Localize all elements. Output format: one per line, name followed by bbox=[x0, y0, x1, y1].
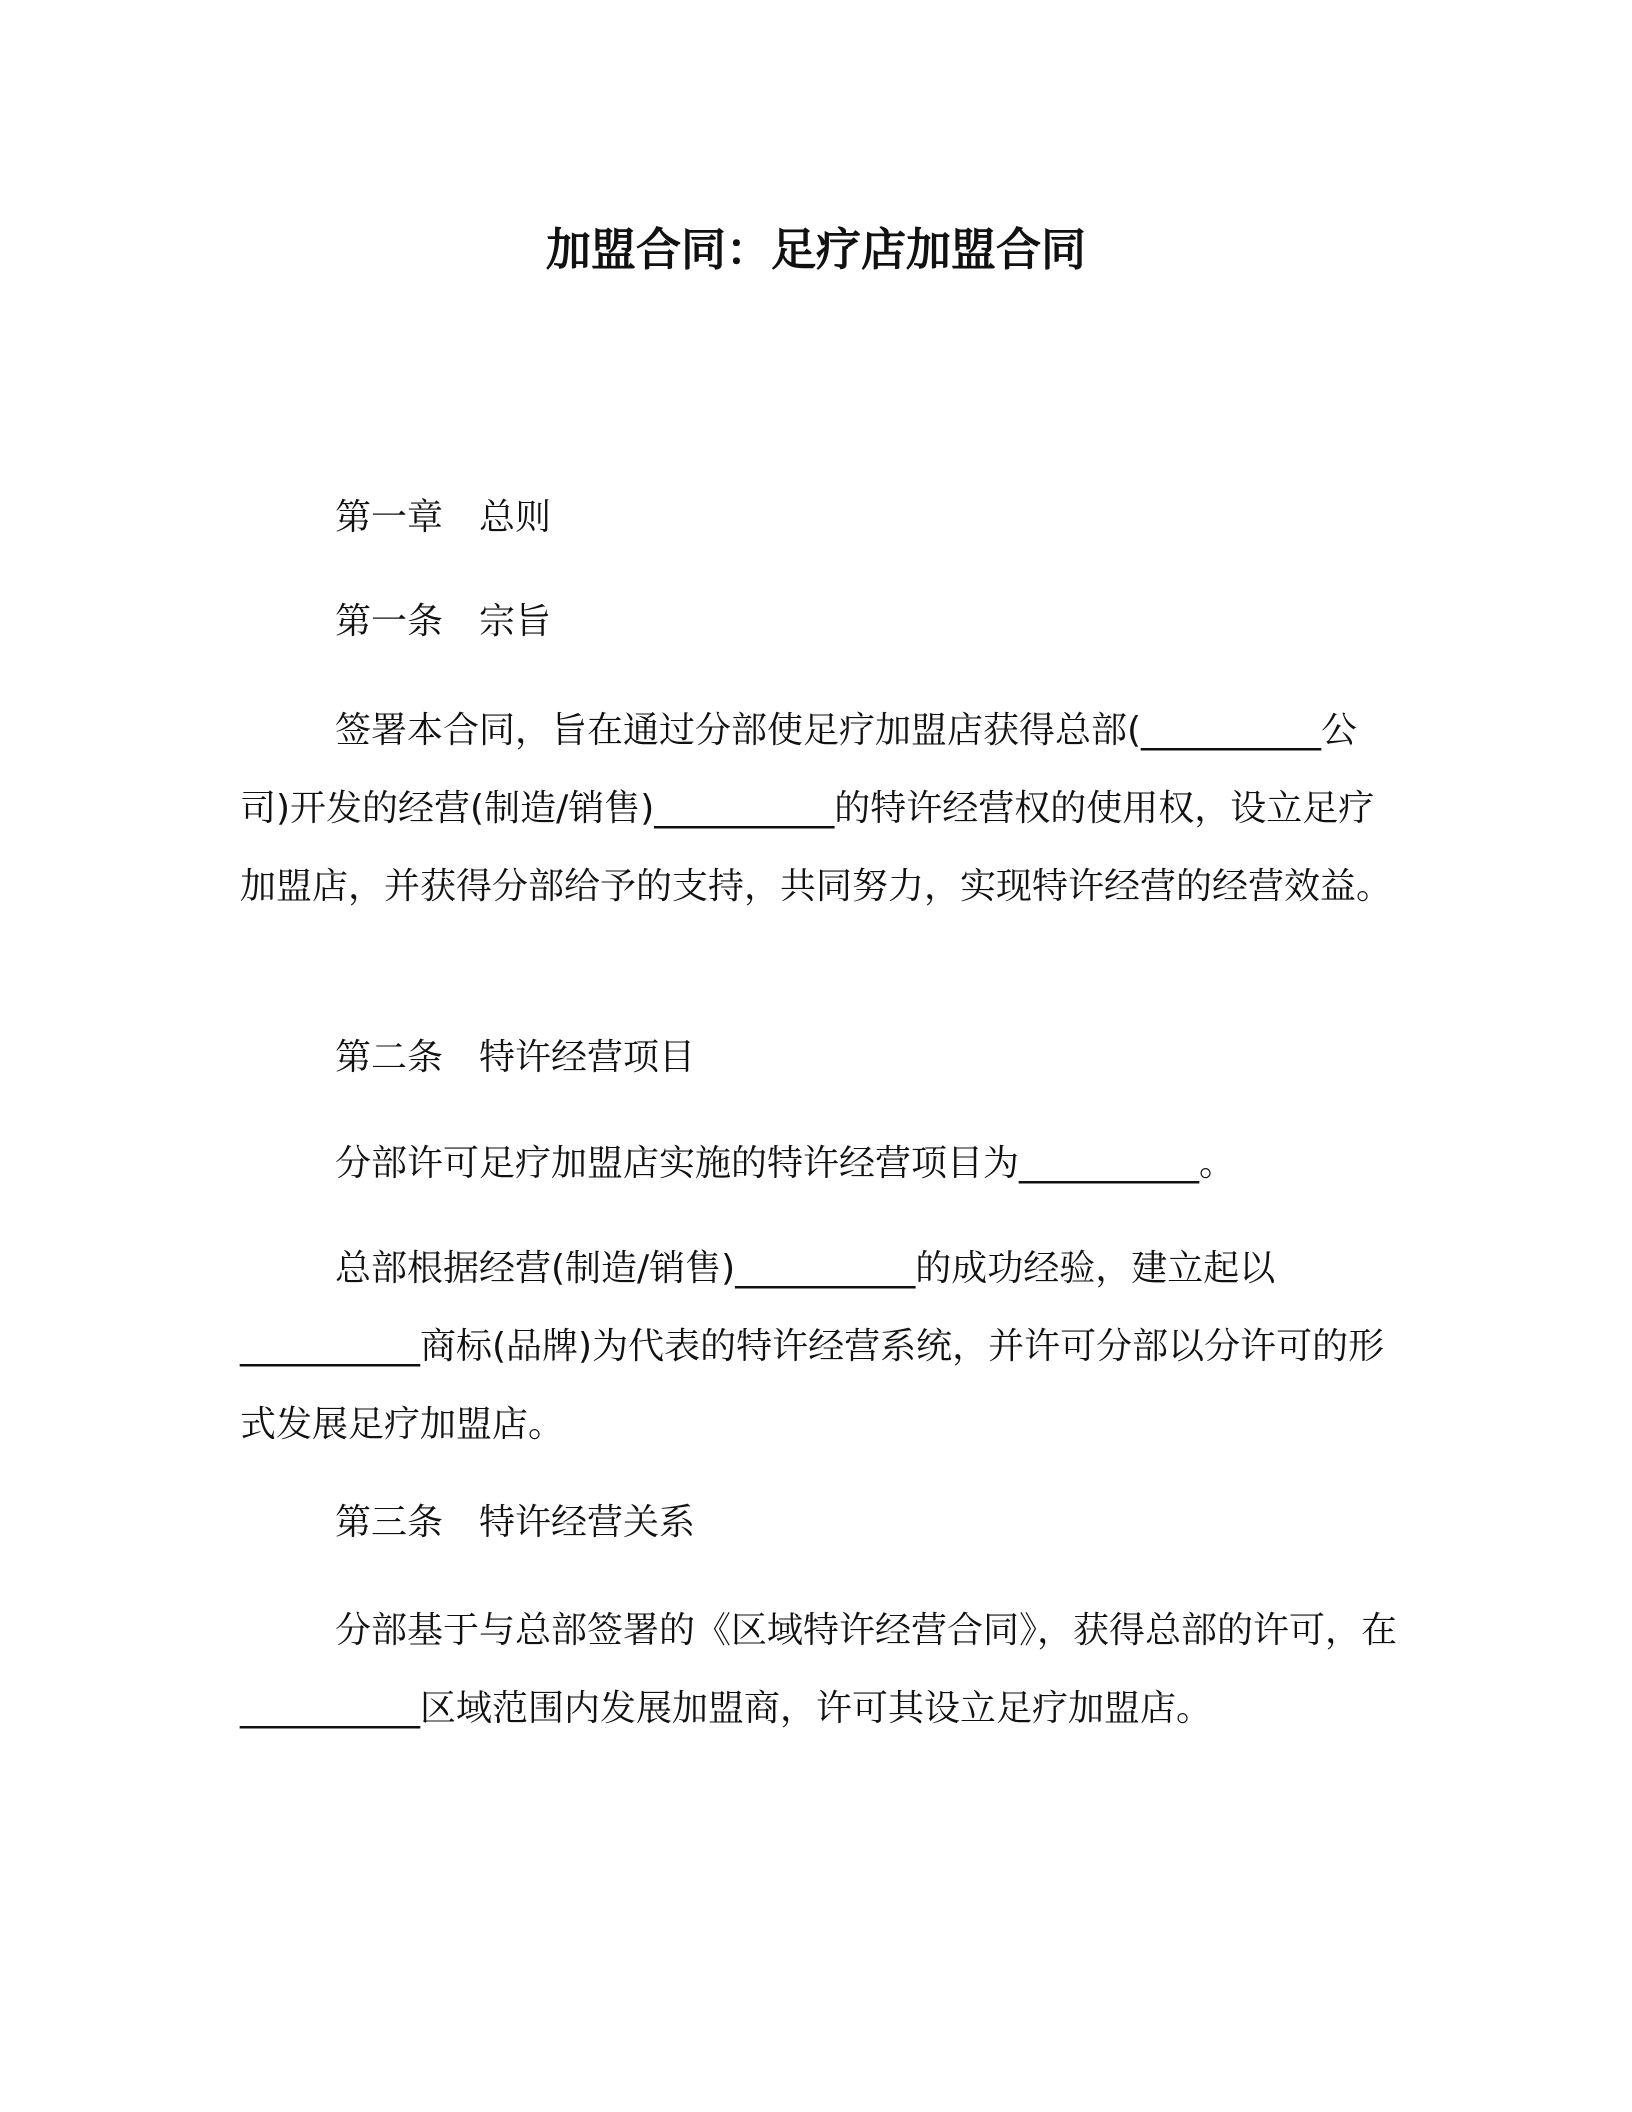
paragraph-franchise-item bbox=[240, 1125, 1400, 1203]
paragraph-4-text: 分部基于与总部签署的《区域特许经营合同》，获得总部的许可，在__________区域范围内发展加盟商，许可其设立足疗加盟店。 bbox=[240, 1610, 1398, 1729]
paragraph-franchise-relationship bbox=[240, 1592, 1400, 1748]
article-1-heading: 第一条 宗旨 bbox=[335, 601, 552, 642]
paragraph-franchise-system bbox=[240, 1230, 1400, 1464]
chapter-heading: 第一章 总则 bbox=[335, 497, 552, 538]
document-title: 加盟合同：足疗店加盟合同 bbox=[545, 223, 1086, 276]
paragraph-2-text: 分部许可足疗加盟店实施的特许经营项目为__________。 bbox=[335, 1143, 1236, 1184]
article-2-heading: 第二条 特许经营项目 bbox=[335, 1037, 696, 1078]
paragraph-1-text: 签署本合同，旨在通过分部使足疗加盟店获得总部(__________公司)开发的经营(制造/销售)__________的特许经营权的使用权，设立足疗加盟店，并获得分部给予的支持，共同努力，实现特许经营的经营效益。 bbox=[240, 710, 1393, 907]
paragraph-purpose bbox=[240, 692, 1400, 926]
article-3-heading: 第三条 特许经营关系 bbox=[335, 1502, 696, 1543]
paragraph-3-text: 总部根据经营(制造/销售)__________的成功经验，建立起以__________商标(品牌)为代表的特许经营系统，并许可分部以分许可的形式发展足疗加盟店。 bbox=[240, 1248, 1385, 1445]
